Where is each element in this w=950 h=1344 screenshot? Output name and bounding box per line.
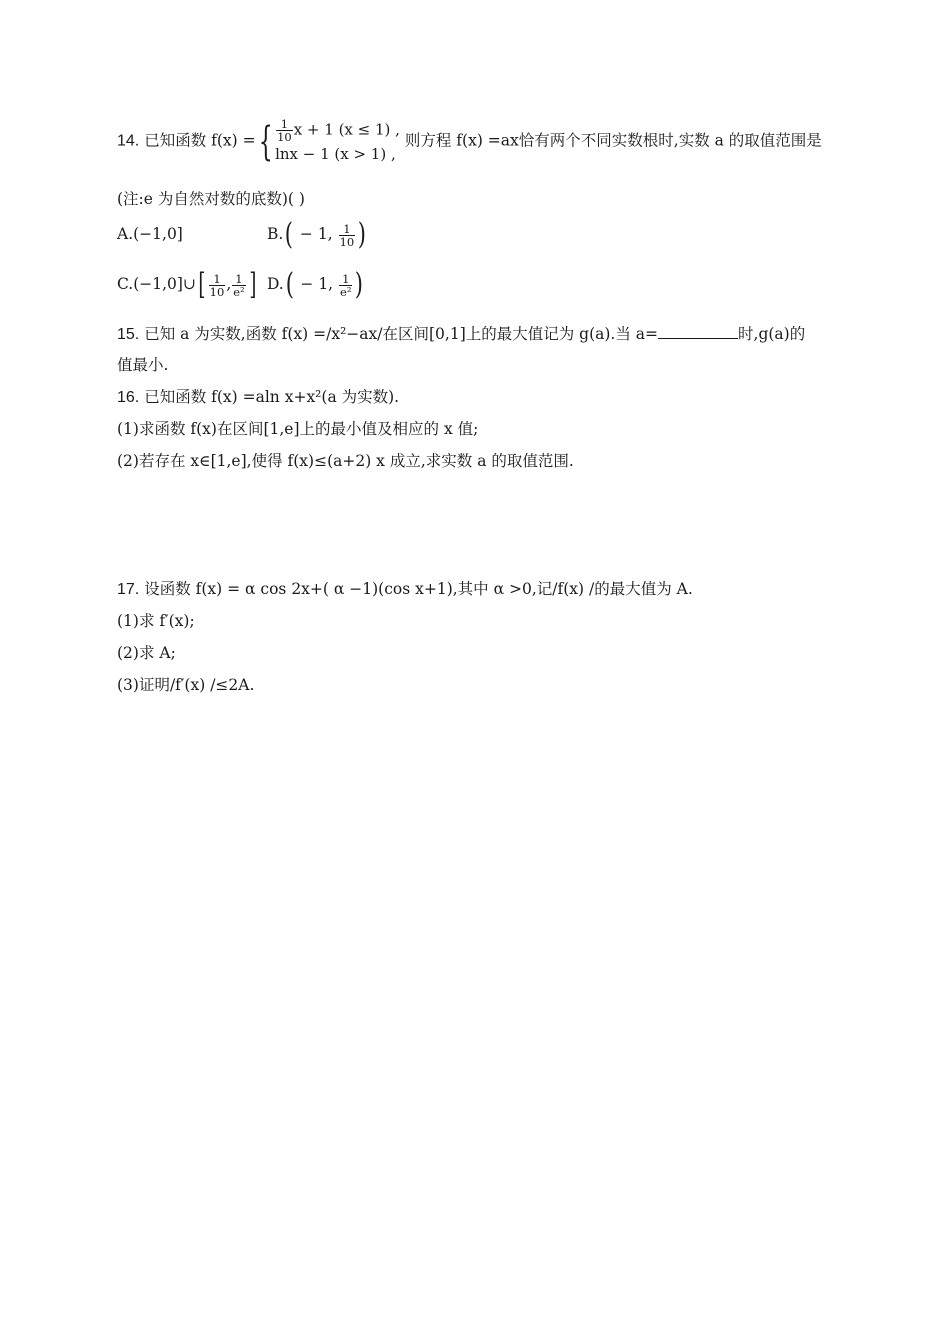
q14-option-c-label: C.(−1,0]∪ — [117, 275, 196, 293]
q14-case1-denominator: 10 — [277, 130, 292, 144]
q15-stem — [117, 322, 805, 344]
q14-piecewise — [275, 118, 400, 165]
q14-option-c-rbracket: ] — [249, 267, 257, 302]
q14-option-c-fraction2 — [232, 273, 245, 298]
q14-option-d-left: − 1, — [300, 275, 334, 293]
q14-option-c: C.(−1,0]∪[ $\frac{1}{10}$ , $\frac{1}{\text{e²}}$ ] — [117, 267, 257, 302]
q14-option-b-fraction — [339, 223, 356, 248]
q14-option-b-label: B. — [266, 225, 284, 243]
q14-option-d-denominator: e² — [340, 284, 352, 299]
q14-option-d-rparen: ) — [355, 267, 364, 302]
q14-option-c-denominator1: 10 — [209, 284, 225, 299]
q14-option-a: A.(−1,0] — [117, 225, 183, 243]
q14-suffix: 则方程 f(x) =ax恰有两个不同实数根时,实数 a 的取值范围是 — [404, 131, 822, 150]
q14-option-d-numerator: 1 — [339, 273, 352, 286]
q14-option-d-label: D. — [266, 275, 284, 293]
q14-option-c-lbracket: [ — [198, 267, 206, 302]
q14-option-d-fraction — [339, 273, 352, 298]
q16-stem — [117, 385, 399, 407]
q14-option-b-left: − 1, — [299, 225, 333, 243]
q17-number: 17. — [117, 581, 140, 598]
q14-option-c-fraction1 — [209, 273, 226, 298]
q16-number: 16. — [117, 389, 140, 406]
q14-option-d — [266, 267, 365, 302]
q14-option-c-numerator2: 1 — [232, 273, 245, 286]
q14-case1-rest: x + 1 (x ≤ 1) , — [293, 120, 400, 139]
q15-number: 15. — [117, 326, 140, 343]
q14-number: 14. — [117, 132, 140, 150]
q15-text3: 值最小. — [117, 356, 169, 374]
q14-option-b-denominator: 10 — [339, 234, 355, 249]
q14-option-b-rparen: ) — [357, 217, 367, 252]
q17-stem — [117, 577, 693, 599]
q15-text1: 已知 a 为实数,函数 f(x) =/x²−ax/在区间[0,1]上的最大值记为 g(a).当 a= — [144, 325, 659, 343]
q14-options-cd — [117, 267, 365, 302]
q16-text: 已知函数 f(x) =aln x+x²(a 为实数). — [144, 388, 400, 406]
q17-part3: (3)证明/f′(x) /≤2A. — [117, 676, 255, 694]
q14-note: (注:e 为自然对数的底数)( ) — [117, 190, 305, 208]
q17-text: 设函数 f(x) = α cos 2x+( α −1)(cos x+1),其中 α >0,记/f(x) /的最大值为 A. — [144, 580, 693, 598]
q14-option-c-denominator2: e² — [233, 284, 245, 299]
q17-part1: (1)求 f′(x); — [117, 612, 195, 630]
q16-part1: (1)求函数 f(x)在区间[1,e]上的最小值及相应的 x 值; — [117, 420, 479, 438]
q14-stem — [117, 118, 822, 165]
q14-option-d-lparen: ( — [285, 267, 294, 302]
q14-case1-numerator: 1 — [276, 118, 293, 131]
q14-option-b-lparen: ( — [285, 217, 294, 252]
q17-part2: (2)求 A; — [117, 644, 176, 662]
q14-prefix: 已知函数 f(x) = — [144, 131, 256, 150]
q14-options-ab — [117, 217, 368, 252]
q16-part2: (2)若存在 x∈[1,e],使得 f(x)≤(a+2) x 成立,求实数 a 的取值范围. — [117, 452, 574, 470]
q14-case1-fraction — [276, 118, 293, 143]
q14-option-b — [266, 217, 368, 252]
q14-option-c-numerator1: 1 — [209, 273, 226, 286]
q15-answer-blank[interactable] — [658, 324, 738, 339]
q14-case1 — [275, 118, 400, 143]
q14-case2: lnx − 1 (x > 1) , — [275, 145, 396, 163]
q14-brace: { — [258, 118, 273, 165]
q15-text2: 时,g(a)的 — [738, 325, 806, 343]
q14-option-b-numerator: 1 — [339, 223, 356, 236]
